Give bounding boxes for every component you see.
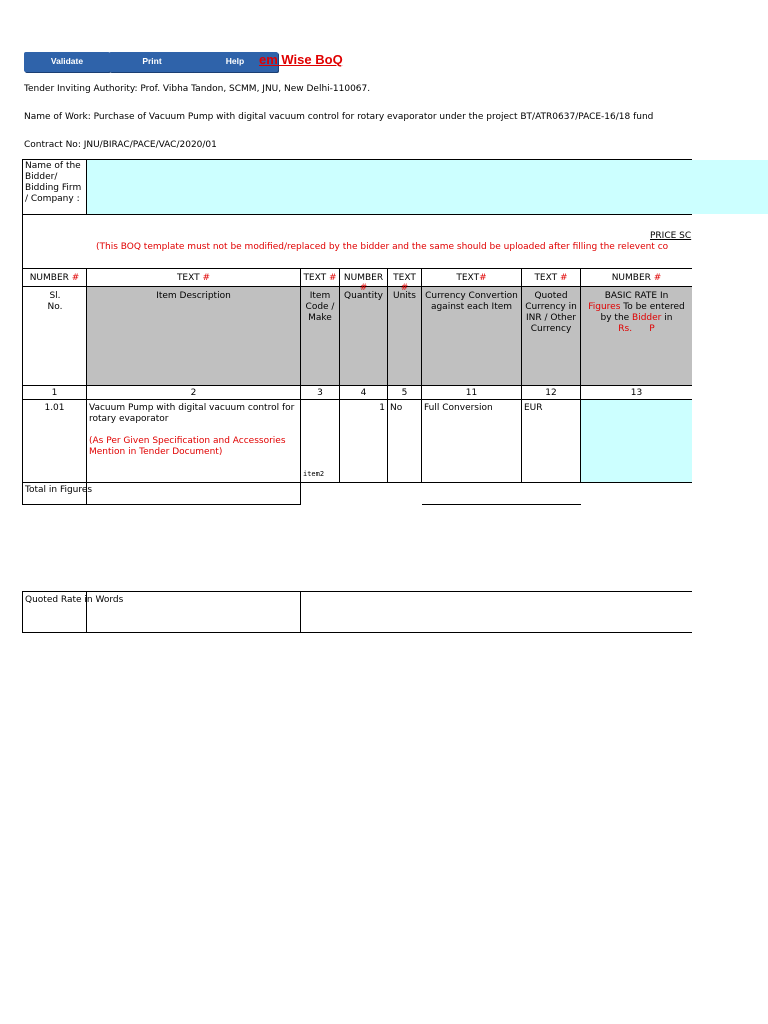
row-sl-no: 1.01 bbox=[44, 403, 65, 413]
price-schedule-title: PRICE SC bbox=[650, 231, 692, 241]
header-item-code: Item Code / Make bbox=[305, 291, 335, 323]
header-units: Units bbox=[392, 291, 416, 301]
row-item-code: item2 bbox=[303, 470, 325, 478]
type-cell: TEXT # bbox=[176, 273, 211, 283]
type-cell: TEXT # bbox=[393, 273, 416, 293]
col-number: 12 bbox=[545, 388, 557, 398]
left-border-upper bbox=[22, 159, 23, 269]
row-units: No bbox=[390, 403, 403, 413]
validate-button[interactable]: Validate bbox=[24, 52, 110, 72]
words-divider-2 bbox=[300, 591, 301, 633]
header-currency-conversion: Currency Convertion against each Item bbox=[425, 291, 518, 312]
colnum-bottom-border bbox=[22, 399, 692, 400]
bidder-divider bbox=[86, 159, 87, 215]
col-number: 4 bbox=[360, 388, 367, 398]
page-title: em Wise BoQ bbox=[259, 52, 343, 67]
col-number: 13 bbox=[630, 388, 643, 398]
col-number: 11 bbox=[465, 388, 478, 398]
type-cell: TEXT # bbox=[303, 273, 337, 283]
header-quantity: Quantity bbox=[344, 291, 383, 301]
col-number: 5 bbox=[401, 388, 408, 398]
words-bottom-border bbox=[22, 632, 692, 633]
basic-rate-input[interactable] bbox=[581, 400, 692, 482]
bidder-top-border bbox=[22, 159, 692, 160]
bidder-label: Name of the Bidder/ Bidding Firm / Company : bbox=[25, 161, 82, 204]
print-button[interactable]: Print bbox=[109, 52, 195, 72]
price-schedule-note: (This BOQ template must not be modified/replaced by the bidder and the same should be uploaded after filling the relevent co bbox=[96, 242, 669, 252]
type-cell: NUMBER # bbox=[611, 273, 662, 283]
row-spec-note: (As Per Given Specification and Accessories Mention in Tender Document) bbox=[89, 436, 286, 457]
header-top-border bbox=[22, 286, 692, 287]
col-number: 2 bbox=[190, 388, 197, 398]
name-of-work: Name of Work: Purchase of Vacuum Pump with digital vacuum control for rotary evaporator under the project BT/ATR0637/PACE-16/18 fund bbox=[24, 112, 654, 122]
total-bottom-border bbox=[22, 504, 301, 505]
type-cell: TEXT # bbox=[534, 273, 568, 283]
type-cell: NUMBER # bbox=[29, 273, 80, 283]
tender-authority: Tender Inviting Authority: Prof. Vibha Tandon, SCMM, JNU, New Delhi-110067. bbox=[24, 84, 371, 94]
words-top-border bbox=[22, 591, 692, 592]
row-quantity: 1 bbox=[379, 403, 385, 413]
help-button[interactable]: Help bbox=[192, 52, 278, 72]
quoted-rate-words-label: Quoted Rate in Words bbox=[25, 595, 124, 605]
header-sl-no: Sl. No. bbox=[47, 291, 63, 312]
col-number: 1 bbox=[51, 388, 58, 398]
total-underline bbox=[422, 504, 581, 505]
col-line-0 bbox=[22, 268, 23, 505]
header-quoted-currency: Quoted Currency in INR / Other Currency bbox=[525, 291, 577, 334]
col-line-2 bbox=[300, 268, 301, 505]
col-line-5 bbox=[421, 268, 422, 483]
row-currency: EUR bbox=[524, 403, 543, 413]
row-conversion: Full Conversion bbox=[424, 403, 493, 413]
total-label: Total in Figures bbox=[25, 485, 93, 495]
header-basic-rate: BASIC RATE In Figures To be entered by the Bidder in Rs. P bbox=[588, 291, 685, 334]
bidder-name-input[interactable] bbox=[87, 160, 768, 214]
col-line-1 bbox=[86, 268, 87, 505]
col-number: 3 bbox=[317, 388, 323, 398]
type-row-top-border bbox=[22, 268, 692, 269]
bidder-bottom-border bbox=[22, 214, 692, 215]
type-cell: NUMBER # bbox=[343, 273, 384, 293]
row-description: Vacuum Pump with digital vacuum control for rotary evaporator bbox=[89, 403, 295, 424]
row-bottom-border bbox=[22, 482, 692, 483]
type-cell: TEXT# bbox=[456, 273, 487, 283]
contract-no: Contract No: JNU/BIRAC/PACE/VAC/2020/01 bbox=[24, 140, 217, 150]
header-item-description: Item Description bbox=[156, 291, 231, 301]
header-bottom-border bbox=[22, 385, 692, 386]
words-left-border bbox=[22, 591, 23, 633]
